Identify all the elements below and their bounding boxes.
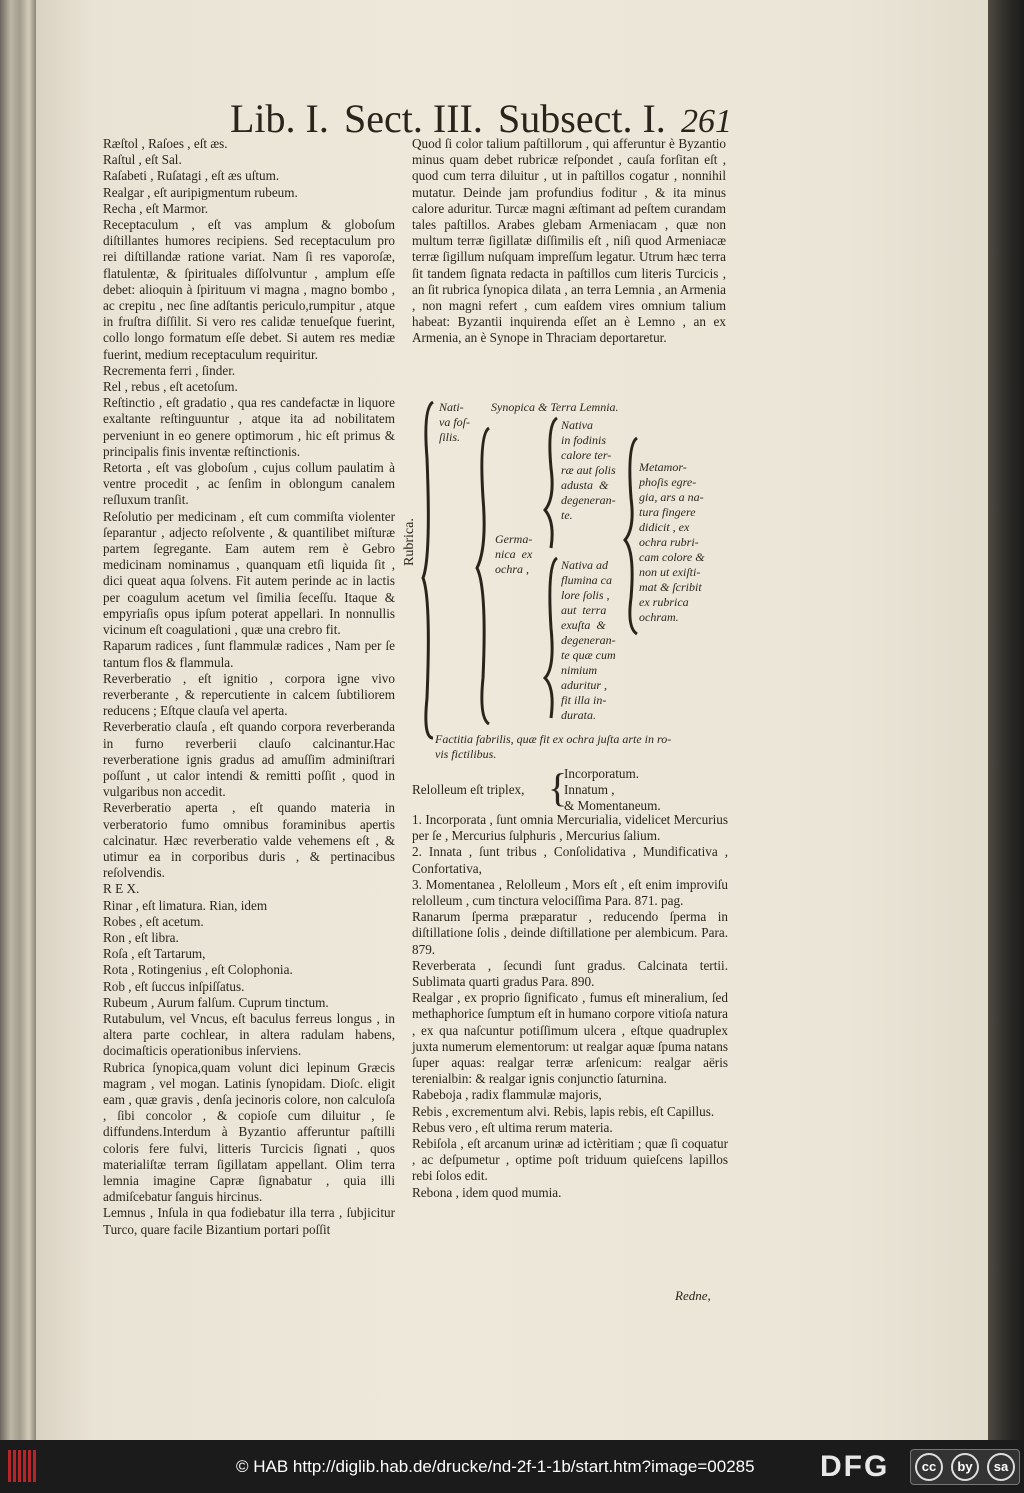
left-entry: Rinar , eſt limatura. Rian, idem [103,897,268,913]
left-entry: Reverberatio aperta , eſt quando materia in verberatorio fumo omnibus foraminibus apertis calcinatur. Hæc reverberatio valde vehemens eſt , & utimur ea in corporibus duris , & pertinacibus reſolvendis. [103,800,395,881]
header-subsect: Subsect. I. [498,96,666,141]
book-page-stack [0,0,36,1440]
header-sect: Sect. III. [344,96,483,141]
right-entry: 3. Momentanea , Relolleum , Mors eſt , eſt enim improviſu relolleum , cum tinctura velociſſima Para. 871. pag. [412,876,728,909]
right-entry: Rebis , excrementum alvi. Rebis, lapis rebis, eſt Capillus. [412,1103,715,1119]
rubrica-scheme [405,398,735,768]
left-entry: Roſa , eſt Tartarum, [103,946,206,962]
header-lib: Lib. I. [230,96,329,141]
scheme-nativa-fossilis: Nati- va foſ- ſilis. [439,400,470,444]
left-entry: Rubeum , Aurum falſum. Cuprum tinctum. [103,994,329,1010]
scheme-root-rubrica: Rubrica. [402,518,417,566]
left-entry: Realgar , eſt auripigmentum rubeum. [103,184,298,200]
scheme-nativa-fodinis: Nativa in fodinis calore ter- ræ aut ſolis adusta & degeneran- te. [561,418,616,522]
catchword: Redne, [675,1288,711,1303]
right-entry: Rebiſola , eſt arcanum urinæ ad ictèritiam ; quæ ſi coquatur , ac deſpumetur , optime poſt triduum quieſcens lapillos rebi ſolos edit. [412,1136,728,1184]
footer-credit-link[interactable]: © HAB http://diglib.hab.de/drucke/nd-2f-1-1b/start.htm?image=00285 [236,1457,755,1476]
relolleum-item-1: Incorporatum. [564,766,640,781]
left-entry: Rel , rebus , eſt acetoſum. [103,379,238,395]
left-entry: Lemnus , Inſula in qua fodiebatur illa terra , ſubjicitur Turco, quare facile Bizantium portari poſſit [103,1205,395,1237]
right-entry: 2. Innata , ſunt tribus , Conſolidativa , Mundificativa , Confortativa, [412,844,728,876]
right-entry: 1. Incorporata , ſunt omnia Mercurialia, videlicet Mercurius per ſe , Mercurius ſulphuris , Mercurius ſalium. [412,812,728,844]
viewer-footer [0,1440,1024,1493]
page-number: 261 [680,103,732,140]
cc-license-badge[interactable] [910,1449,1020,1485]
right-entry: Reverberata , ſecundi ſunt gradus. Calcinata tertii. Sublimata quarti gradus Para. 890. [412,957,728,990]
left-entry: Raparum radices , ſunt flammulæ radices , Nam per ſe tantum flos & flammula. [103,638,395,670]
right-column-top [412,136,726,347]
left-entry: Ræſtol , Raſoes , eſt æs. [103,136,228,151]
relolleum-item-2: Innatum , [564,782,615,797]
right-top-paragraph: Quod ſi color talium paſtillorum , qui afferuntur è Byzantio minus quam debet rubricæ reſpondet , cauſa forſitan eſt , quod cum terra diluitur , ut in paſtillos cogatur , nonnihil mutatur. Deinde jam profundius foditur , & ita minus calore aduritur. Turcæ magni æſtimant ad peſtem curandam tales paſtillos. Arabes glebam Armeniacam , quæ non multum terræ ſigillatæ diſſimilis eſt , niſi quod Armeniacæ terræ ſigillum nuſquam impreſſum legatur. Utrum hæc terra ſit tandem ſignata redacta in paſtillos cum literis Turcicis , an ſit rubrica ſynopica dilata , an terra Lemnia , an Armenia , non magni refert , cum eaſdem vires omnium talium habeat: Byzantii inquirenda eſſet an è Lemno , an ex Armenia, an è Synope in Thraciam deportaretur. [412,136,726,346]
scheme-factitia: Factitia fabrilis, quæ fit ex ochra juſta arte in ro- vis fictilibus. [435,732,672,761]
right-entry: Rebona , idem quod mumia. [412,1184,562,1200]
relolleum-item-3: & Momentaneum. [564,798,661,813]
left-entry: Rob , eſt ſuccus inſpiſſatus. [103,978,245,994]
dfg-logo: DFG [820,1450,890,1483]
scheme-nativa-flumina: Nativa ad flumina ca lore ſolis , aut terra exuſta & degeneran- te quæ cum nimium aduritur , fit illa in- durata. [561,558,616,722]
left-column [103,136,395,1238]
page-edge-shadow [988,0,1024,1440]
left-entry: Recha , eſt Marmor. [103,200,209,216]
right-column-bottom [412,812,728,1201]
scheme-synopica: Synopica & Terra Lemnia. [491,400,619,414]
right-entry: Realgar , ex proprio ſignificato , fumus eſt mineralium, ſed methaphorice ſumptum eſt in humano corpore vitioſa natura , ex qua naſcuntur potiſſimum ulcera , eſtque quadruplex juxta numerum elementorum: ut realgar aquæ ſpuma natans ſuper aquas: realgar terræ arſenicum: realgar aëris terenialbin: & realgar ignis conjunctio ſaturnina. [412,990,728,1087]
left-entry: Reverberatio , eſt ignitio , corpora igne vivo reverberante , & repercutiente in calcem ſubtiliorem reducens ; Eſtque clauſa vel aperta. [103,670,395,719]
left-entry: Retorta , eſt vas globoſum , cujus collum paulatim à ventre procedit , ac ſenſim in oblongum canalem reſluxum tranſit. [103,460,395,508]
relolleum-brace: { [548,765,568,810]
left-entry: R E X. [103,881,140,897]
right-entry: Ranarum ſperma præparatur , reducendo ſperma in diſtillatione ſolis , deinde diſtillatione per alembicum. Para. 879. [412,909,728,957]
by-icon: by [951,1453,979,1481]
sa-icon: sa [987,1453,1015,1481]
left-entry: Reſolutio per medicinam , eſt cum commiſta violenter ſeparantur , adjecto reſolvente , & quantilibet miſturæ partem ſegregante. Eam autem rem è Gebro medicinam nominamus , quanquam etſi liquida ſit , dici queat aqua ſolvens. Fit autem perinde ac in lactis per coagulum acetum vel ſimilia ſeceſſu. Itaque & empyriaſis opus ipſum poterat appellari. In nonnullis vicinum eſt coagulationi , quæ una crebro fit. [103,508,395,638]
left-entry: Rota , Rotingenius , eſt Colophonia. [103,962,293,978]
right-entry: Rebus vero , eſt ultima rerum materia. [412,1119,613,1135]
left-entry: Reſtinctio , eſt gradatio , qua res candefactæ in liquore exaltante reſtinguuntur , atque ita ad nobilitatem perveniunt in eo genere optimorum , hic eſt primus & principalis finis inventæ reſtinctionis. [103,395,395,459]
scheme-germanica: Germa- nica ex ochra , [495,532,533,576]
right-entry: Rabeboja , radix flammulæ majoris, [412,1087,602,1103]
left-entry: Rutabulum, vel Vncus, eſt baculus ferreus longus , in altera parte cochlear, in altera radulam habens, docimaſticis operationibus inſerviens. [103,1010,395,1059]
left-entry: Ron , eſt libra. [103,929,179,945]
left-entry: Raſtul , eſt Sal. [103,152,182,168]
left-entry: Receptaculum , eſt vas amplum & globoſum diſtillantes humores recipiens. Sed receptaculum pro rei diſtillandæ ratione variat. Nam ſi res vaporoſæ, flatulentæ, & ſpirituales diſſolvuntur , amplum eſſe debet: alioquin à ſpirituum vi magna , magno bombo , ac crepitu , nec ſine adſtantis periculo,rumpitur , atque in fruſtra diſſilit. Si vero res calidæ tenueſque fuerint, collo longo formatum eſſe debet. Si autem res mediæ fuerint, medium receptaculum requiritur. [103,217,395,362]
cc-icon: cc [915,1453,943,1481]
left-entry: Raſabeti , Ruſatagi , eſt æs uſtum. [103,168,280,184]
left-entry: Recrementa ferri , ſinder. [103,362,236,378]
relolleum-lead: Relolleum eſt triplex, [412,782,525,797]
library-logo-icon [8,1450,38,1482]
left-entry: Reverberatio clauſa , eſt quando corpora reverberanda in furno reverberii clauſo calcinantur.Hac reverberatione ignis gradus ad amuſſim adminiſtrari poſſunt , ut calor intendi & remitti poſſit , quod in vulgaribus non accedit. [103,719,395,800]
left-entry: Rubrica ſynopica,quam volunt dici lepinum Græcis magram , vel mogan. Latinis ſynopidam. Dioſc. eligit eam , quæ gravis , denſa jecinoris colore, non calculoſa , ſibi concolor , & copioſe cum diluitur , ſe diffundens.Interdum à Byzantio afferuntur paſtilli coloris fere fulvi, litteris Turcicis ſignati , quos materialiſtæ terram ſigillatam appellant. Olim terra lemnia imagine Capræ ſignabatur , quia illi admiſcebatur ſanguis hircinus. [103,1059,395,1205]
left-entry: Robes , eſt acetum. [103,913,204,929]
scheme-metamorphosis: Metamor- phoſis egre- gia, ars a na- tura fingere didicit , ex ochra rubri- cam colore & non ut exiſti- mat & ſcribit ex rubrica ochram. [639,460,705,624]
